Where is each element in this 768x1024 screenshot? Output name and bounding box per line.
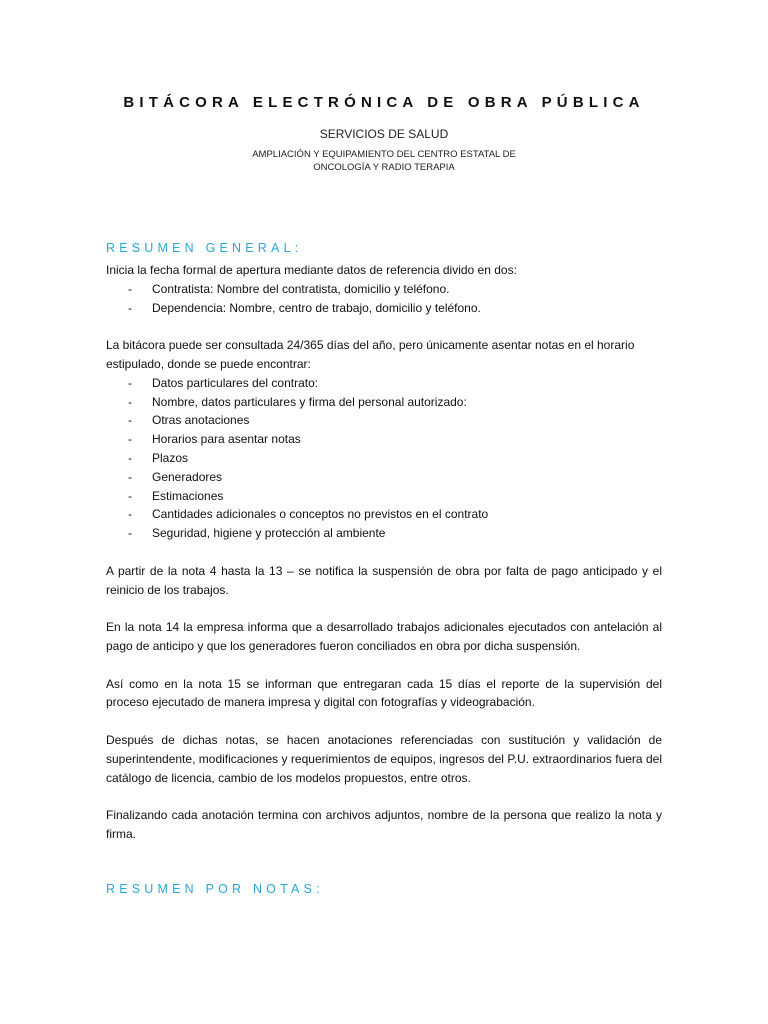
list-item: - Plazos — [106, 449, 662, 468]
paragraph-anotaciones: Después de dichas notas, se hacen anotaciones referenciadas con sustitución y validación de superintendente, modificaciones y requerimientos de equipos, ingresos del P.U. extraordinarios fuera del catálogo de licencia, cambio de los modelos propuestos, entre otros. — [106, 732, 662, 785]
project-name-line-1: AMPLIACIÓN Y EQUIPAMIENTO DEL CENTRO ESTATAL DE — [252, 149, 516, 160]
list-item: - Seguridad, higiene y protección al ambiente — [106, 524, 662, 543]
paragraph-nota-15: Así como en la nota 15 se informan que entregaran cada 15 días el reporte de la supervisión del proceso ejecutado de manera impresa y digital con fotografías y videograbación. — [106, 676, 662, 710]
paragraph-nota-4-13: A partir de la nota 4 hasta la 13 – se notifica la suspensión de obra por falta de pago anticipado y el reinicio de los trabajos. — [106, 563, 662, 597]
document-title: BITÁCORA ELECTRÓNICA DE OBRA PÚBLICA — [123, 94, 645, 111]
list-item: - Cantidades adicionales o conceptos no previstos en el contrato — [106, 505, 662, 524]
document-subtitle: SERVICIOS DE SALUD — [319, 127, 449, 141]
list-item: - Nombre, datos particulares y firma del personal autorizado: — [106, 393, 662, 412]
resumen-general-body — [106, 261, 662, 844]
intro-list — [106, 280, 662, 318]
intro-paragraph: Inicia la fecha formal de apertura mediante datos de referencia divido en dos: — [106, 263, 517, 277]
consulta-paragraph: La bitácora puede ser consultada 24/365 días del año, pero únicamente asentar notas en el horario estipulado, donde se puede encontrar: — [106, 338, 635, 371]
section-heading-resumen-general: RESUMEN GENERAL: — [106, 241, 303, 255]
list-item: - Horarios para asentar notas — [106, 430, 662, 449]
list-item: - Dependencia: Nombre, centro de trabajo, domicilio y teléfono. — [106, 299, 662, 318]
section-heading-resumen-notas: RESUMEN POR NOTAS: — [106, 882, 324, 896]
consulta-list — [106, 374, 662, 543]
project-name-line-2: ONCOLOGÍA Y RADIO TERAPIA — [313, 162, 455, 173]
list-item: - Datos particulares del contrato: — [106, 374, 662, 393]
paragraph-nota-14: En la nota 14 la empresa informa que a desarrollado trabajos adicionales ejecutados con antelación al pago de anticipo y que los generadores fueron conciliados en obra por dicha suspensión. — [106, 620, 662, 653]
list-item: - Generadores — [106, 468, 662, 487]
list-item: - Estimaciones — [106, 487, 662, 506]
list-item: - Otras anotaciones — [106, 411, 662, 430]
paragraph-finalizando: Finalizando cada anotación termina con archivos adjuntos, nombre de la persona que realizo la nota y firma. — [106, 808, 662, 841]
list-item: - Contratista: Nombre del contratista, domicilio y teléfono. — [106, 280, 662, 299]
